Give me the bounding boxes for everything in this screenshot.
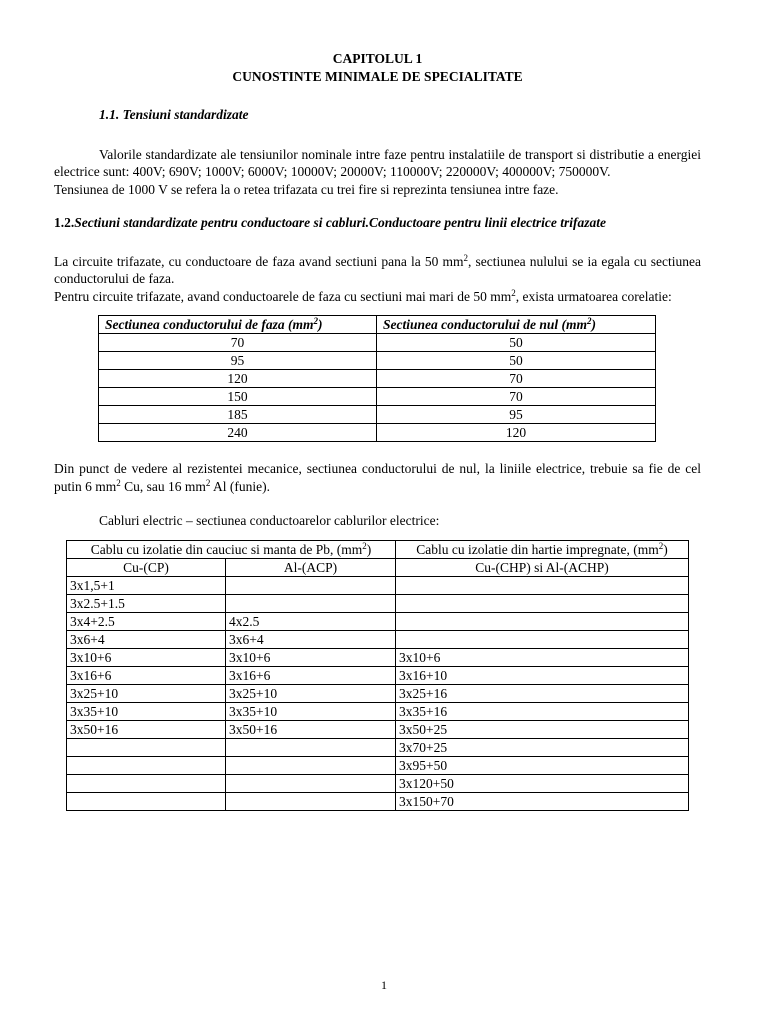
document-page [54, 50, 701, 811]
table2-row [67, 738, 689, 756]
al-acp-cell: 3x10+6 [226, 648, 396, 666]
neutral-section-table [98, 315, 656, 442]
section-2-paragraph-3: Din punct de vedere al rezistentei mecanice, sectiunea conductorului de nul, la liniile electrice, trebuie sa fie de cel putin 6 $mm^2$ Cu, sau 16 $mm^2$ Al (funie). [54, 461, 701, 494]
phase-section-cell: 120 [99, 370, 377, 388]
section-2-paragraph-1: La circuite trifazate, cu conductoare de faza avand sectiuni pana la 50 $mm^2$, sectiunea nulului se ia egala cu sectiunea conductorului de faza. [54, 252, 702, 286]
neutral-section-cell: 50 [377, 334, 656, 352]
cu-cp-cell: 3x50+16 [67, 720, 226, 738]
al-acp-cell [226, 576, 396, 594]
chp-achp-cell [396, 612, 689, 630]
neutral-section-cell: 70 [377, 388, 656, 406]
phase-section-cell: 185 [99, 406, 377, 424]
table2-row [67, 702, 689, 720]
section-2-number: 1.2. [54, 215, 75, 230]
neutral-section-cell: 70 [377, 370, 656, 388]
table2-row [67, 630, 689, 648]
section-2-title: Sectiuni standardizate pentru conductoare si cabluri.Conductoare pentru linii electrice trifazate [74, 215, 607, 230]
al-acp-cell [226, 792, 396, 810]
table2-row [67, 756, 689, 774]
table1-row [99, 352, 656, 370]
table1-row [99, 334, 656, 352]
chp-achp-cell [396, 630, 689, 648]
neutral-section-cell: 50 [377, 352, 656, 370]
chapter-title: CAPITOLUL 1 [332, 51, 423, 66]
chp-achp-cell [396, 576, 689, 594]
cu-cp-cell: 3x35+10 [67, 702, 226, 720]
al-acp-cell: 3x35+10 [226, 702, 396, 720]
chp-achp-cell: 3x95+50 [396, 756, 689, 774]
table1-row [99, 370, 656, 388]
cu-cp-cell [67, 738, 226, 756]
neutral-section-cell: 120 [377, 424, 656, 442]
chp-achp-cell [396, 594, 689, 612]
table2-row [67, 594, 689, 612]
cu-cp-cell: 3x6+4 [67, 630, 226, 648]
cu-cp-cell: 3x10+6 [67, 648, 226, 666]
al-acp-cell: 3x6+4 [226, 630, 396, 648]
chp-achp-cell: 3x16+10 [396, 666, 689, 684]
neutral-section-cell: 95 [377, 406, 656, 424]
chp-achp-cell: 3x10+6 [396, 648, 689, 666]
page-number: 1 [381, 978, 387, 992]
phase-section-cell: 70 [99, 334, 377, 352]
table2-row [67, 648, 689, 666]
al-acp-cell: 3x16+6 [226, 666, 396, 684]
chp-achp-cell: 3x25+16 [396, 684, 689, 702]
cu-cp-cell: 3x16+6 [67, 666, 226, 684]
phase-section-cell: 240 [99, 424, 377, 442]
section-1-paragraph-2: Tensiunea de 1000 V se refera la o retea trifazata cu trei fire si reprezinta tensiunea intre faze. [54, 181, 559, 197]
cu-cp-cell: 3x4+2.5 [67, 612, 226, 630]
cu-cp-cell: 3x25+10 [67, 684, 226, 702]
table2-row [67, 792, 689, 810]
table1-row [99, 406, 656, 424]
chp-achp-cell: 3x35+16 [396, 702, 689, 720]
table2-sub-al-acp: Al-(ACP) [226, 558, 396, 576]
section-2-paragraph-4: Cabluri electric – sectiunea conductoarelor cablurilor electrice: [99, 513, 440, 528]
table1-header-phase: Sectiunea conductorului de faza $(mm^2)$ [99, 316, 377, 334]
table2-header-rubber: Cablu cu izolatie din cauciuc si manta de Pb, $(mm^2)$ [67, 540, 396, 558]
phase-section-cell: 150 [99, 388, 377, 406]
chp-achp-cell: 3x70+25 [396, 738, 689, 756]
phase-section-cell: 95 [99, 352, 377, 370]
cu-cp-cell: 3x1,5+1 [67, 576, 226, 594]
table2-row [67, 774, 689, 792]
al-acp-cell: 3x25+10 [226, 684, 396, 702]
chp-achp-cell: 3x150+70 [396, 792, 689, 810]
cu-cp-cell [67, 774, 226, 792]
section-2-paragraph-2: Pentru circuite trifazate, avand conductoarele de faza cu sectiuni mai mari de 50 $mm^2$, exista urmatoarea corelatie: [54, 287, 672, 304]
section-1-heading: 1.1. Tensiuni standardizate [99, 107, 249, 122]
table2-row [67, 612, 689, 630]
table2-row [67, 666, 689, 684]
table2-header-paper: Cablu cu izolatie din hartie impregnate, $(mm^2)$ [396, 540, 689, 558]
chapter-subtitle: CUNOSTINTE MINIMALE DE SPECIALITATE [232, 68, 523, 84]
table2-row [67, 684, 689, 702]
cable-section-table [66, 540, 689, 811]
al-acp-cell [226, 774, 396, 792]
section-2-heading [54, 214, 701, 232]
al-acp-cell [226, 594, 396, 612]
al-acp-cell [226, 738, 396, 756]
cu-cp-cell [67, 792, 226, 810]
chp-achp-cell: 3x120+50 [396, 774, 689, 792]
cu-cp-cell [67, 756, 226, 774]
table1-row [99, 388, 656, 406]
table1-header-neutral: Sectiunea conductorului de nul $(mm^2)$ [377, 316, 656, 334]
section-1-paragraph-1: Valorile standardizate ale tensiunilor nominale intre faze pentru instalatiile de transport si distributie a energiei electrice sunt: 400V; 690V; 1000V; 6000V; 10000V; 20000V; 110000V; 220000V; 400000V; 750000V. [54, 146, 701, 179]
table2-row [67, 720, 689, 738]
table2-sub-cu-cp: Cu-(CP) [67, 558, 226, 576]
table1-row [99, 424, 656, 442]
al-acp-cell: 4x2.5 [226, 612, 396, 630]
table2-row [67, 576, 689, 594]
al-acp-cell [226, 756, 396, 774]
al-acp-cell: 3x50+16 [226, 720, 396, 738]
table2-sub-chp-achp: Cu-(CHP) si Al-(ACHP) [396, 558, 689, 576]
cu-cp-cell: 3x2.5+1.5 [67, 594, 226, 612]
chp-achp-cell: 3x50+25 [396, 720, 689, 738]
